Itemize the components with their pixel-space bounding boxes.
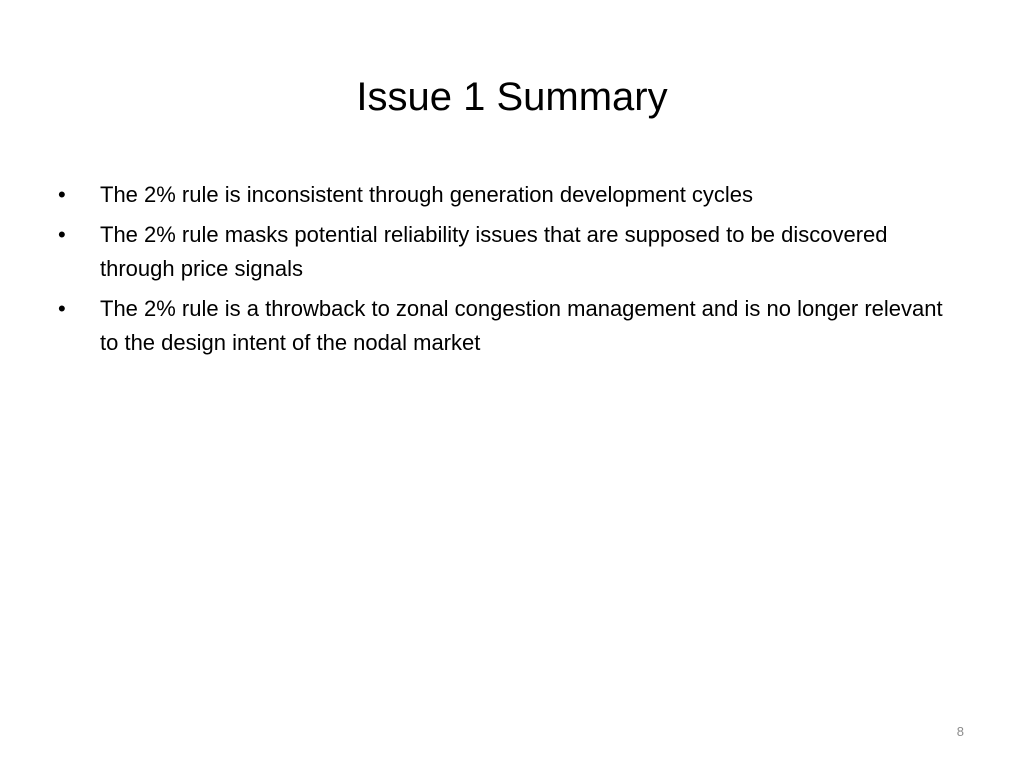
slide-title: Issue 1 Summary bbox=[356, 75, 668, 119]
list-item bbox=[56, 292, 956, 360]
list-item bbox=[56, 218, 956, 286]
bullet-text: The 2% rule masks potential reliability issues that are supposed to be discovered through price signals bbox=[100, 222, 888, 281]
bullet-icon: • bbox=[58, 182, 66, 207]
bullet-text: The 2% rule is a throwback to zonal congestion management and is no longer relevant to the design intent of the nodal market bbox=[100, 296, 943, 355]
list-item bbox=[56, 178, 956, 212]
bullet-icon: • bbox=[58, 222, 66, 247]
bullet-text: The 2% rule is inconsistent through generation development cycles bbox=[100, 182, 754, 207]
bullet-list bbox=[56, 178, 956, 366]
page-number: 8 bbox=[956, 724, 964, 739]
bullet-icon: • bbox=[58, 296, 66, 321]
